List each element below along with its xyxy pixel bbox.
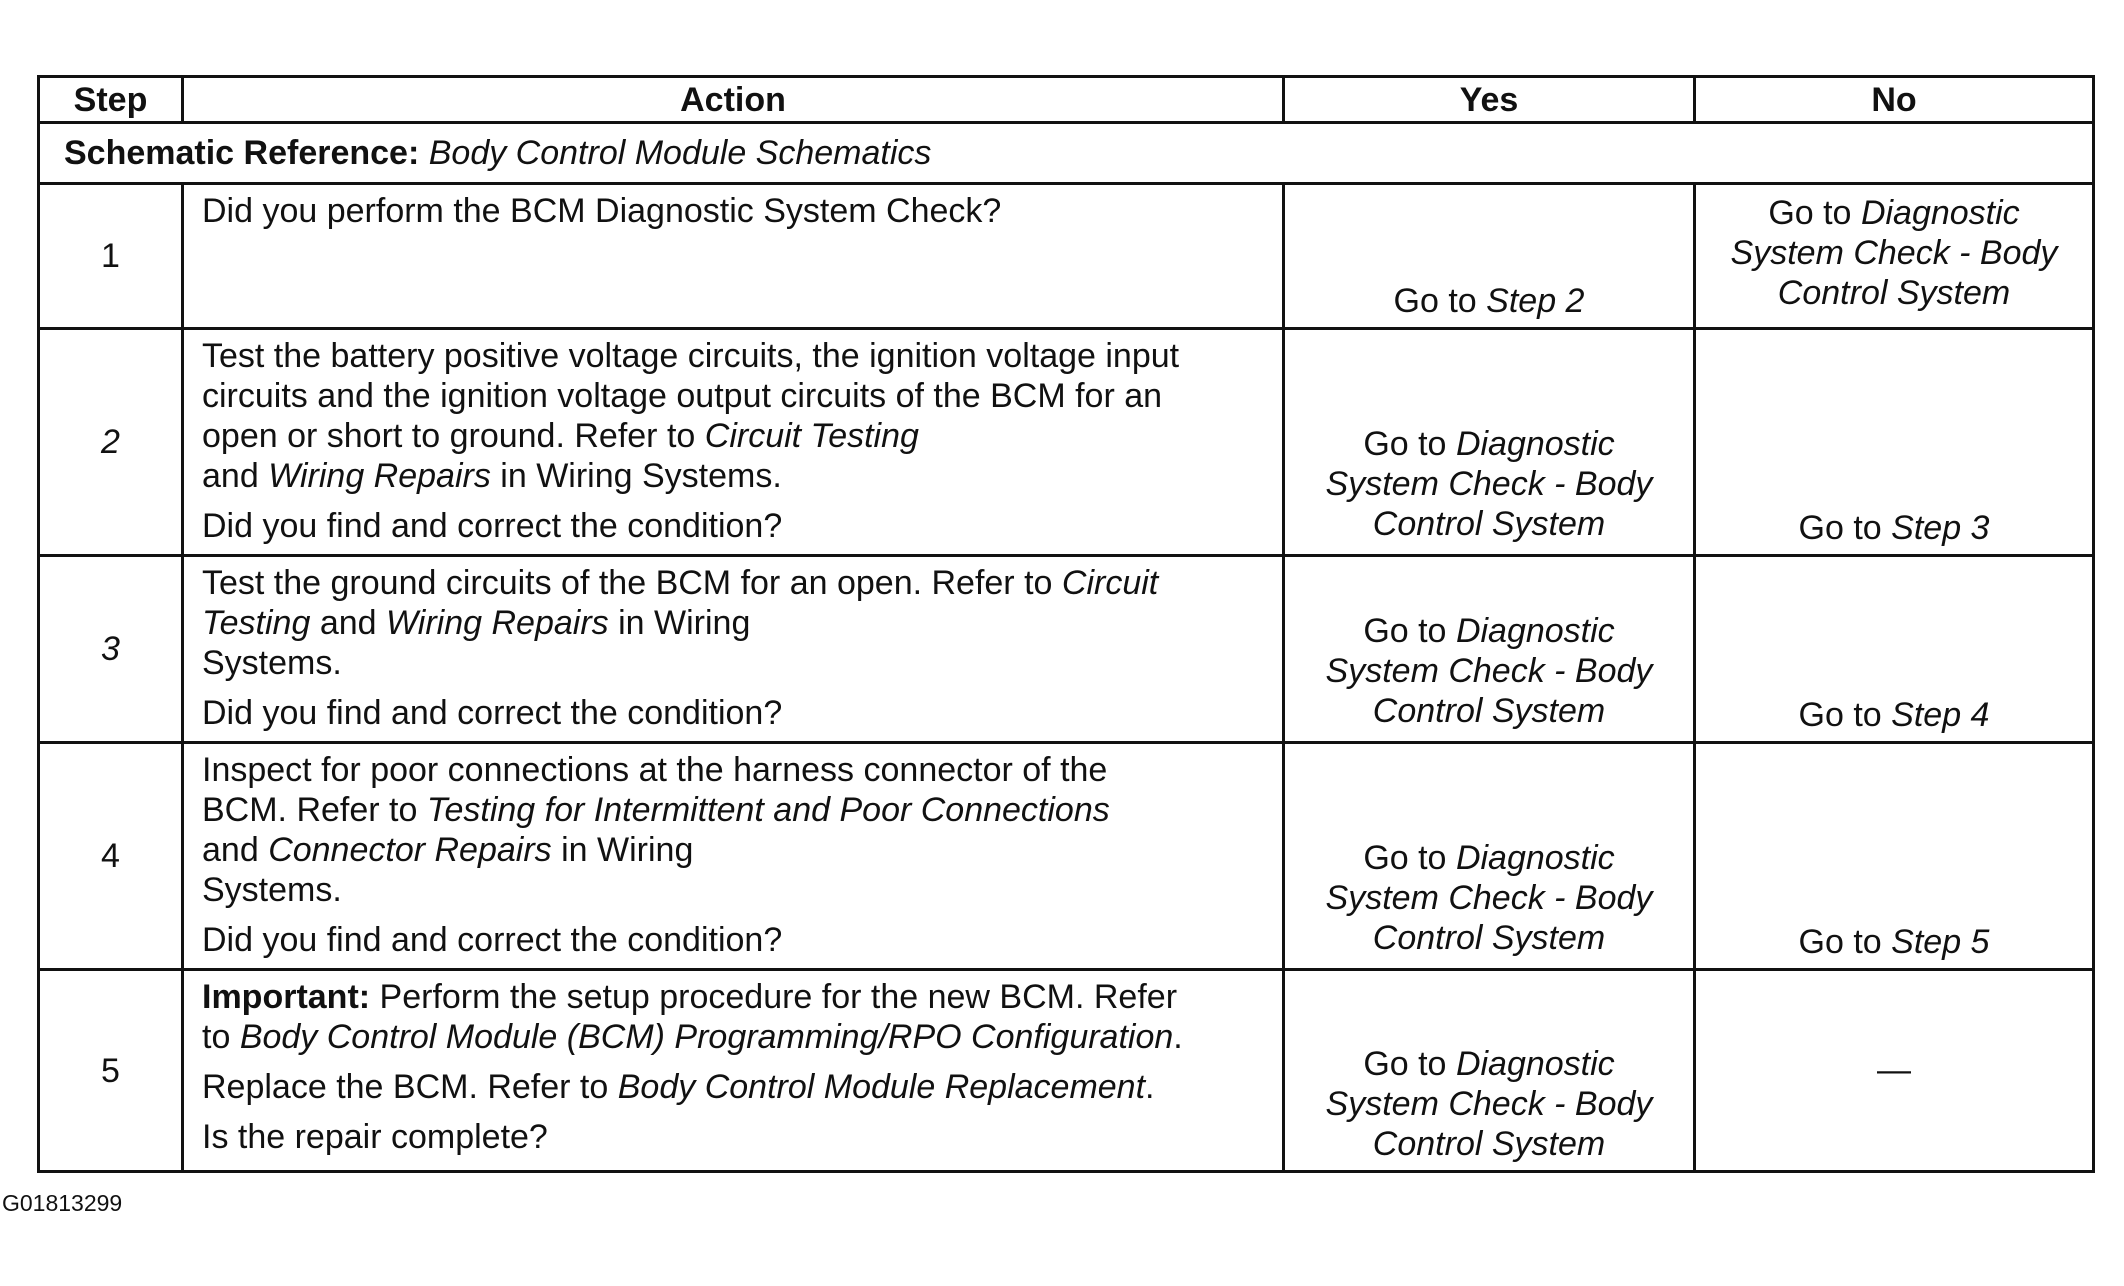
no-target-link[interactable]: Step 3 <box>1891 509 1990 547</box>
schematic-reference-cell <box>39 123 2094 184</box>
action-instruction: Test the ground circuits of the BCM for an open. Refer to Circuit Testing and Wiring Repairs in Wiring Systems. <box>202 564 1159 682</box>
reference-link[interactable]: Body Control Module Replacement <box>617 1068 1146 1106</box>
yes-prefix: Go to <box>1363 1045 1447 1083</box>
no-cell <box>1695 556 2094 743</box>
no-prefix: Go to <box>1768 194 1852 232</box>
step-number: 4 <box>39 743 183 970</box>
yes-prefix: Go to <box>1363 839 1447 877</box>
action-cell <box>183 184 1284 329</box>
yes-target-link[interactable]: Diagnostic <box>1455 425 1615 463</box>
reference-link[interactable]: Testing <box>202 604 311 642</box>
action-question: Did you find and correct the condition? <box>202 507 783 545</box>
action-cell <box>183 329 1284 556</box>
yes-cell <box>1284 970 1695 1172</box>
reference-link[interactable]: Connector Repairs <box>268 831 552 869</box>
schematic-reference-label: Schematic Reference: <box>64 134 420 172</box>
yes-cell <box>1284 329 1695 556</box>
reference-link[interactable]: Wiring Repairs <box>386 604 609 642</box>
yes-target-link[interactable]: Diagnostic <box>1455 612 1615 650</box>
no-dash: — <box>1877 1050 1911 1089</box>
action-cell <box>183 556 1284 743</box>
yes-target-link[interactable]: System Check - Body <box>1325 465 1653 503</box>
header-no: No <box>1695 77 2094 123</box>
no-prefix: Go to <box>1798 696 1882 734</box>
action-instruction: Inspect for poor connections at the harness connector of the BCM. Refer to Testing for Intermittent and Poor Connections and Connector Repairs in Wiring Systems. <box>202 751 1110 909</box>
diagnostic-table <box>37 75 2095 1173</box>
table-header-row <box>39 77 2094 123</box>
reference-link[interactable]: Circuit Testing <box>704 417 919 455</box>
yes-target-link[interactable]: Control System <box>1372 1125 1606 1163</box>
reference-link[interactable]: Wiring Repairs <box>268 457 491 495</box>
yes-target-link[interactable]: System Check - Body <box>1325 652 1653 690</box>
no-prefix: Go to <box>1798 509 1882 547</box>
no-cell <box>1695 329 2094 556</box>
no-cell <box>1695 743 2094 970</box>
action-instruction: Test the battery positive voltage circuits, the ignition voltage input circuits and the ignition voltage output circuits of the BCM for an open or short to ground. Refer to Circuit Testing and Wiring Repairs in Wiring Systems. <box>202 337 1180 495</box>
table-row <box>39 329 2094 556</box>
yes-target-link[interactable]: System Check - Body <box>1325 879 1653 917</box>
schematic-reference-row <box>39 123 2094 184</box>
step-number: 5 <box>39 970 183 1172</box>
action-important: Important: Perform the setup procedure for the new BCM. Refer to Body Control Module (BCM) Programming/RPO Configuration. <box>202 978 1183 1056</box>
no-target-link[interactable]: Step 5 <box>1891 923 1990 961</box>
header-yes: Yes <box>1284 77 1695 123</box>
no-cell <box>1695 184 2094 329</box>
step-number: 3 <box>39 556 183 743</box>
important-label: Important: <box>202 978 371 1016</box>
step-number: 2 <box>39 329 183 556</box>
header-step: Step <box>39 77 183 123</box>
yes-target-link[interactable]: Step 2 <box>1486 282 1585 320</box>
action-question: Did you find and correct the condition? <box>202 694 783 732</box>
reference-link[interactable]: Body Control Module (BCM) Programming/RPO Configuration <box>239 1018 1174 1056</box>
yes-target-link[interactable]: Control System <box>1372 505 1606 543</box>
yes-target-link[interactable]: System Check - Body <box>1325 1085 1653 1123</box>
action-question: Did you find and correct the condition? <box>202 921 783 959</box>
action-instruction: Replace the BCM. Refer to Body Control Module Replacement. <box>202 1068 1155 1106</box>
action-question: Did you perform the BCM Diagnostic System Check? <box>202 192 1002 230</box>
header-action: Action <box>183 77 1284 123</box>
yes-target-link[interactable]: Diagnostic <box>1455 1045 1615 1083</box>
step-number: 1 <box>39 184 183 329</box>
schematic-reference-link[interactable]: Body Control Module Schematics <box>428 134 932 172</box>
yes-prefix: Go to <box>1393 282 1477 320</box>
no-prefix: Go to <box>1798 923 1882 961</box>
yes-target-link[interactable]: Control System <box>1372 692 1606 730</box>
no-target-link[interactable]: System Check - Body <box>1730 234 2058 272</box>
action-cell <box>183 970 1284 1172</box>
action-question: Is the repair complete? <box>202 1118 548 1156</box>
reference-link[interactable]: Testing for Intermittent and Poor Connections <box>426 791 1110 829</box>
table-row <box>39 970 2094 1172</box>
reference-link[interactable]: Circuit <box>1061 564 1159 602</box>
yes-target-link[interactable]: Control System <box>1372 919 1606 957</box>
no-target-link[interactable]: Step 4 <box>1891 696 1990 734</box>
yes-cell <box>1284 743 1695 970</box>
table-row <box>39 556 2094 743</box>
yes-cell <box>1284 556 1695 743</box>
yes-prefix: Go to <box>1363 612 1447 650</box>
action-cell <box>183 743 1284 970</box>
yes-cell <box>1284 184 1695 329</box>
no-target-link[interactable]: Control System <box>1777 274 2011 312</box>
no-target-link[interactable]: Diagnostic <box>1860 194 2020 232</box>
figure-code: G01813299 <box>2 1190 123 1216</box>
yes-prefix: Go to <box>1363 425 1447 463</box>
yes-target-link[interactable]: Diagnostic <box>1455 839 1615 877</box>
no-cell <box>1695 970 2094 1172</box>
table-row <box>39 184 2094 329</box>
table-row <box>39 743 2094 970</box>
